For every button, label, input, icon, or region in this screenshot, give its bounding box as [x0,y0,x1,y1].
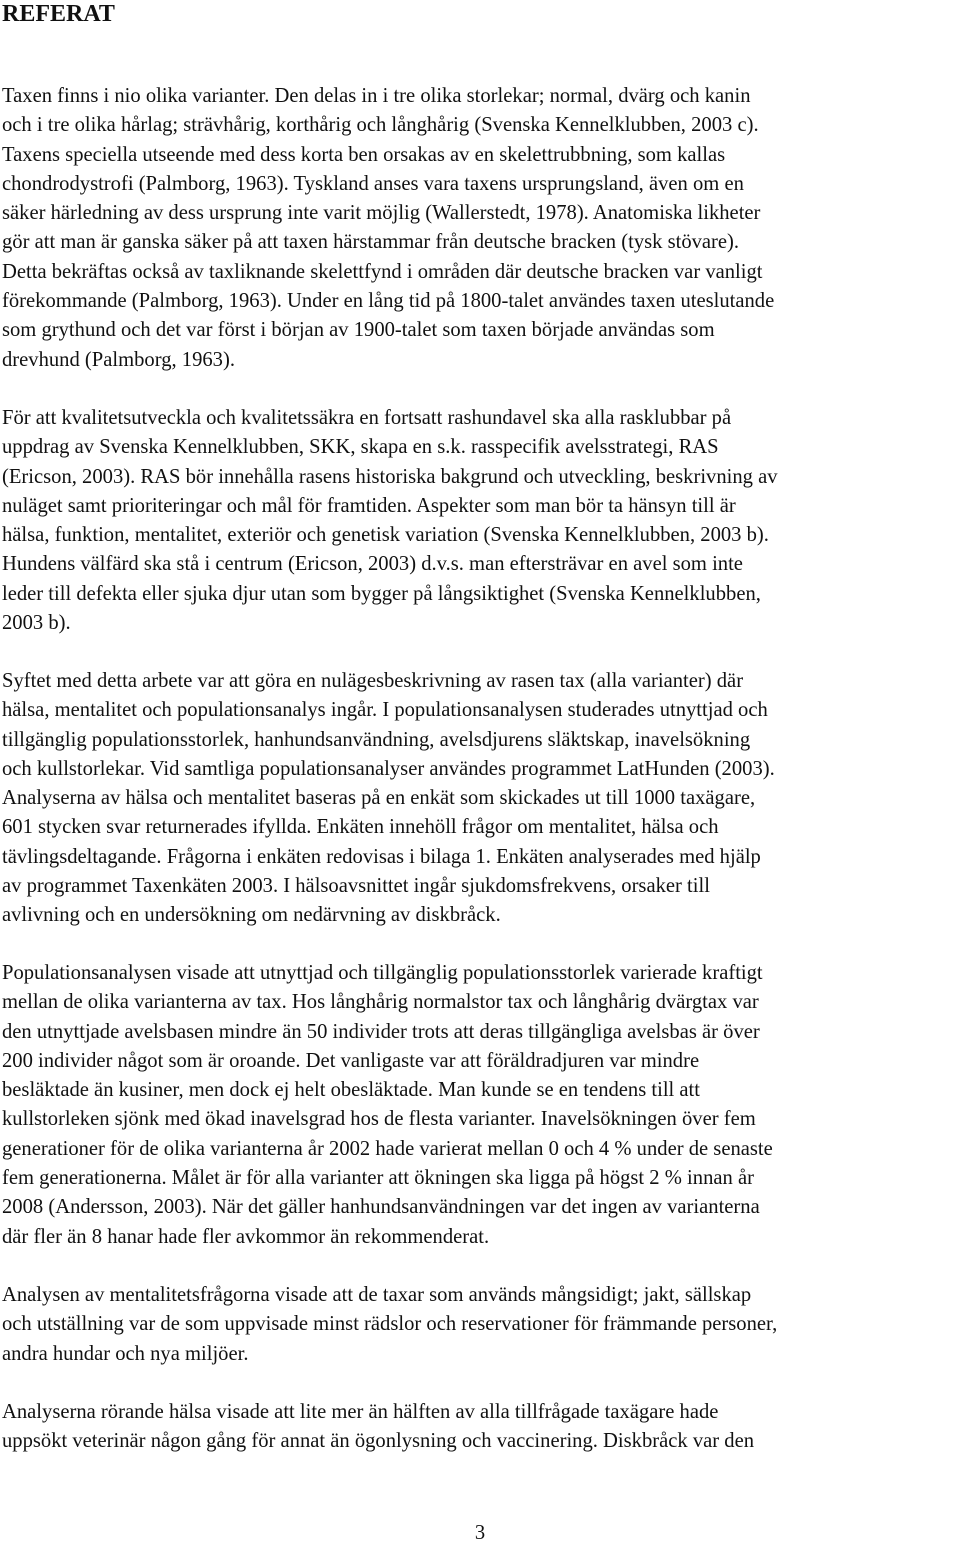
text-line: generationer för de olika varianterna år 2002 hade varierat mellan 0 och 4 % under de senaste [2,1137,773,1160]
text-line: Hundens välfärd ska stå i centrum (Ericson, 2003) d.v.s. man eftersträvar en avel som inte [2,553,743,576]
text-line: 200 individer något som är oroande. Det vanligaste var att föräldradjuren var mindre [2,1049,700,1072]
text-line: chondrodystrofi (Palmborg, 1963). Tyskland anses vara taxens ursprungsland, även om en [2,172,744,195]
text-line: och i tre olika hårlag; strävhårig, korthårig och långhårig (Svenska Kennelklubben, 2003 c). [2,114,759,137]
text-line: uppdrag av Svenska Kennelklubben, SKK, skapa en s.k. rasspecifik avelsstrategi, RAS [2,436,719,459]
text-line: Populationsanalysen visade att utnyttjad och tillgänglig populationsstorlek varierade kraftigt [2,962,763,984]
section-heading: REFERAT [2,1,115,27]
text-line: leder till defekta eller sjuka djur utan som bygger på långsiktighet (Svenska Kennelklubben, [2,582,761,605]
text-line: avlivning och en undersökning om nedärvning av diskbråck. [2,904,501,927]
paragraph-4 [2,959,773,1252]
text-line: nuläget samt prioriteringar och mål för framtiden. Aspekter som man bör ta hänsyn till är [2,494,736,517]
text-line: 601 stycken svar returnerades ifyllda. Enkäten innehöll frågor om mentalitet, hälsa och [2,816,719,839]
text-line: mellan de olika varianterna av tax. Hos långhårig normalstor tax och långhårig dvärgtax var [2,991,759,1014]
text-line: Taxen finns i nio olika varianter. Den delas in i tre olika storlekar; normal, dvärg och kanin [2,85,751,107]
text-line: där fler än 8 hanar hade fler avkommor än rekommenderat. [2,1225,490,1248]
text-line: Analysen av mentalitetsfrågorna visade att de taxar som används mångsidigt; jakt, sällskap [2,1284,752,1306]
text-line: tillgänglig populationsstorlek, hanhundsanvändning, avelsdjurens släktskap, inavelsökning [2,728,751,751]
text-line: (Ericson, 2003). RAS bör innehålla rasens historiska bakgrund och utveckling, beskrivning av [2,465,778,488]
text-line: uppsökt veterinär någon gång för annat än ögonlysning och vaccinering. Diskbråck var den [2,1430,755,1453]
text-line: hälsa, mentalitet och populationsanalys ingår. I populationsanalysen studerades utnyttjad och [2,699,768,722]
paragraph-6 [2,1398,754,1457]
paragraph-2 [2,404,778,638]
paragraph-1 [2,82,774,375]
text-line: Syftet med detta arbete var att göra en nulägesbeskrivning av rasen tax (alla varianter) där [2,670,744,692]
text-line: säker härledning av dess ursprung inte varit möjlig (Wallerstedt, 1978). Anatomiska likheter [2,202,761,225]
text-line: hälsa, funktion, mentalitet, exteriör och genetisk variation (Svenska Kennelklubben, 2003 b). [2,524,769,547]
text-line: andra hundar och nya miljöer. [2,1342,249,1365]
text-line: tävlingsdeltagande. Frågorna i enkäten redovisas i bilaga 1. Enkäten analyserades med hjälp [2,845,761,868]
text-line: den utnyttjade avelsbasen mindre än 50 individer trots att deras tillgängliga avelsbas är över [2,1020,760,1043]
document-page [2,0,957,1453]
text-line: som grythund och det var först i början av 1900-talet som taxen började användas som [2,319,715,342]
paragraph-5 [2,1281,777,1369]
text-line: och kullstorlekar. Vid samtliga populationsanalyser användes programmet LatHunden (2003). [2,757,775,780]
text-line: 2003 b). [2,612,71,635]
text-line: Analyserna av hälsa och mentalitet baseras på en enkät som skickades ut till 1000 taxägare, [2,787,756,810]
text-line: och utställning var de som uppvisade minst rädslor och reservationer för främmande personer, [2,1313,778,1336]
text-line: av programmet Taxenkäten 2003. I hälsoavsnittet ingår sjukdomsfrekvens, orsaker till [2,875,710,898]
paragraph-3 [2,667,775,931]
text-line: drevhund (Palmborg, 1963). [2,348,235,371]
text-line: Detta bekräftas också av taxliknande skelettfynd i områden där deutsche bracken var vanligt [2,260,763,283]
text-line: kullstorleken sjönk med ökad inavelsgrad hos de flesta varianter. Inavelsökningen över fem [2,1108,756,1131]
text-line: gör att man är ganska säker på att taxen härstammar från deutsche bracken (tysk stövare). [2,231,740,254]
text-line: För att kvalitetsutveckla och kvalitetssäkra en fortsatt rashundavel ska alla rasklubbar på [2,407,732,429]
text-line: fem generationerna. Målet är för alla varianter att ökningen ska ligga på högst 2 % innan år [2,1167,754,1190]
text-line: Analyserna rörande hälsa visade att lite mer än hälften av alla tillfrågade taxägare hade [2,1401,719,1423]
text-line: förekommande (Palmborg, 1963). Under en lång tid på 1800-talet användes taxen uteslutande [2,290,775,313]
text-line: 2008 (Andersson, 2003). När det gäller hanhundsanvändningen var det ingen av varianterna [2,1196,760,1219]
text-line: Taxens speciella utseende med dess korta ben orsakas av en skelettrubbning, som kallas [2,143,726,166]
page-number: 3 [474,1522,486,1544]
text-line: besläktade än kusiner, men dock ej helt obesläktade. Man kunde se en tendens till att [2,1079,701,1102]
